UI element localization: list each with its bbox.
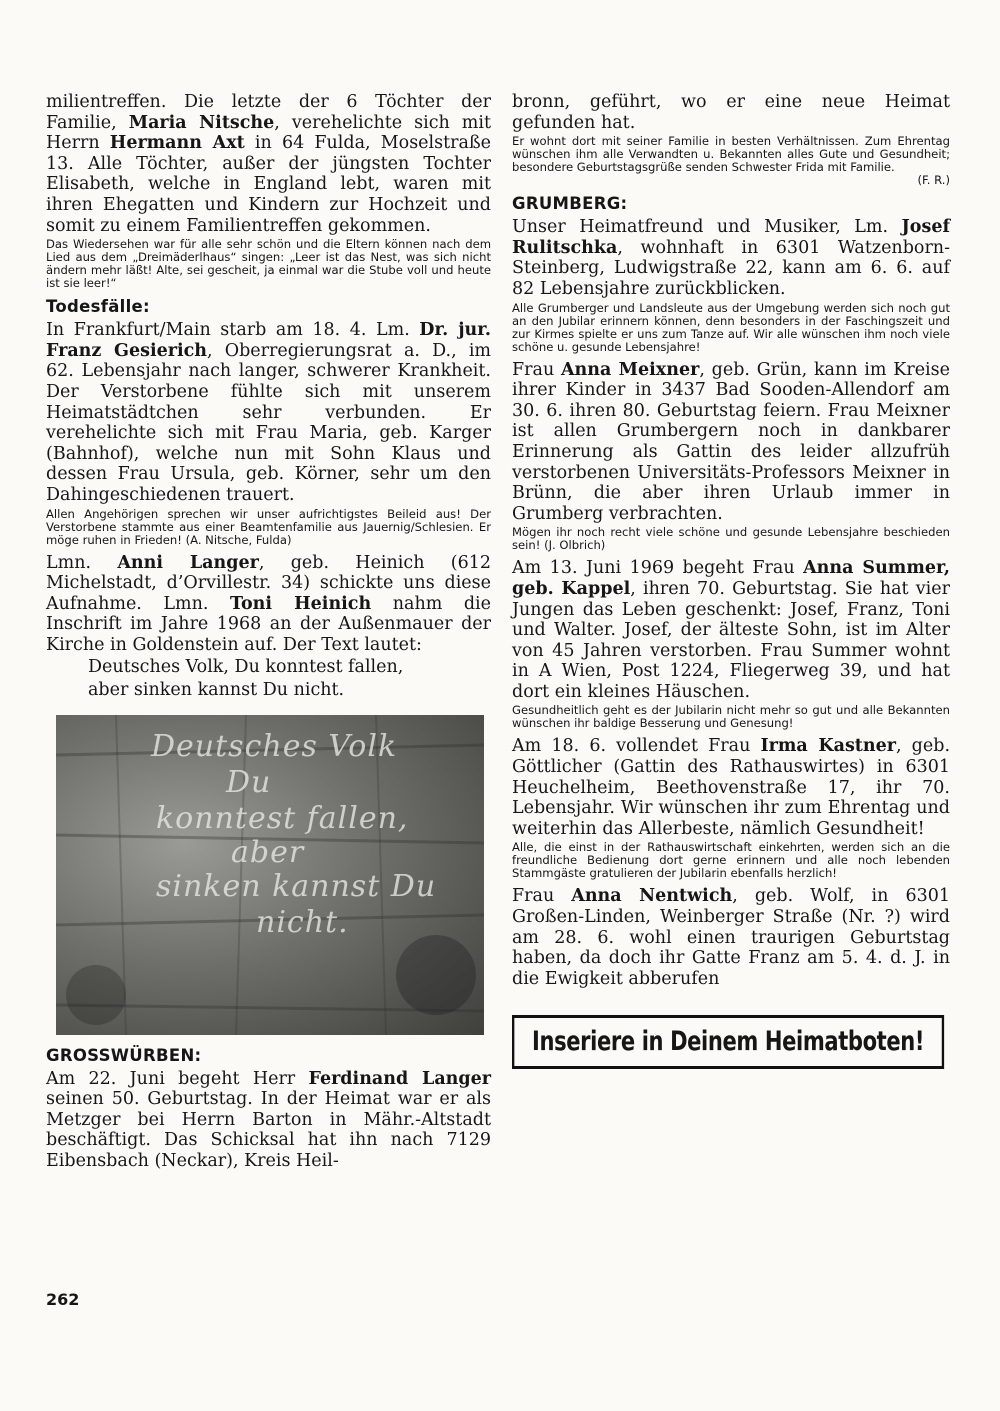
- photo-inscription-line-4: aber: [231, 834, 305, 870]
- heading-todesfaelle: Todesfälle:: [46, 297, 150, 317]
- paragraph-gesierich: In Frankfurt/Main starb am 18. 4. Lm. Dr. jur. Franz Gesierich, Oberregierungsrat a. D., im 62. Lebensjahr nach langer, schwerer Krankheit. Der Verstorbene fühlte sich mit unserem Heimatstädtchen sehr verbunden. Er verehelichte sich mit Frau Maria, geb. Karger (Bahnhof), welche nun mit Sohn Klaus und dessen Frau Ursula, geb. Körner, sehr um den Dahingeschiedenen trauert.: [46, 320, 492, 505]
- paragraph-summer: Am 13. Juni 1969 begeht Frau Anna Summer, geb. Kappel, ihren 70. Geburtstag. Sie hat vier Jungen das Leben geschenkt: Josef, Franz, Toni und Walter. Josef, der älteste Sohn, ist im Alter von 45 Jahren verstorben. Frau Summer wohnt in A Wien, Post 1224, Fliegerweg 39, und hat dort ein kleines Häuschen.: [512, 558, 951, 702]
- paragraph-ferdinand-langer: Am 22. Juni begeht Herr Ferdinand Langer seinen 50. Geburtstag. In der Heimat war er als Metzger bei Herrn Barton in Mähr.-Altstadt beschäftigt. Das Schicksal hat ihn nach 7129 Eibensbach (Neckar), Kreis Heil-: [46, 1068, 491, 1172]
- paragraph-rulitschka: Unser Heimatfreund und Musiker, Lm. Josef Rulitschka, wohnhaft in 6301 Watzenborn-Steinberg, Ludwigstraße 22, kann am 6. 6. auf 82 Lebensjahre zurückblicken.: [512, 217, 950, 299]
- paragraph-meixner: Frau Anna Meixner, geb. Grün, kann im Kreise ihrer Kinder in 3437 Bad Sooden-Allendorf am 30. 6. ihren 80. Geburtstag feiern. Frau Meixner ist allen Grumbergern noch in dankbarer Erinnerung als Gattin des leider allzufrüh verstorbenen Universitäts-Professors Meixner in Brünn, die aber ihren Urlaub immer in Grumberg verbrachten.: [512, 359, 950, 524]
- photo-inscription-line-5: sinken kannst Du: [156, 868, 437, 904]
- inscription-photo: [56, 715, 484, 1035]
- note-familie: Er wohnt dort mit seiner Familie in besten Verhältnissen. Zum Ehrentag wünschen ihm alle Verwandten u. Bekannten alles Gute und Gesundheit; besondere Geburtstagsgrüße senden Schwester Frida mit Familie. (F. R.): [512, 134, 950, 188]
- paragraph-bronn: bronn, geführt, wo er eine neue Heimat gefunden hat.: [512, 92, 950, 133]
- heading-grumberg: GRUMBERG:: [512, 194, 628, 214]
- signature-fr: (F. R.): [917, 173, 950, 188]
- note-dreimaederlhaus: Das Wiedersehen war für alle sehr schön und die Eltern können nach dem Lied aus dem „Dreimäderlhaus“ singen: „Leer ist das Nest, was sich nicht ändern mehr läßt! Alte, sei gescheit, ja einmal war die Stube voll und heute ist sie leer!“: [46, 237, 491, 291]
- note-beileid: Allen Angehörigen sprechen wir unser aufrichtigstes Beileid aus! Der Verstorbene stammte aus einer Beamtenfamilie aus Jauernig/Schlesien. Er möge ruhen in Frieden! (A. Nitsche, Fulda): [46, 506, 491, 547]
- note-olbrich: Mögen ihr noch recht viele schöne und gesunde Lebensjahre beschieden sein! (J. Olbrich): [512, 525, 950, 553]
- note-grumberger: Alle Grumberger und Landsleute aus der Umgebung werden sich noch gut an den Jubilar erinnern können, denn besonders in der Faschingszeit und zur Kirmes spielte er uns zum Tanze auf. Wir alle wünschen ihm noch viele schöne u. gesunde Lebensjahre!: [512, 300, 950, 354]
- note-rathauswirtschaft: Alle, die einst in der Rathauswirtschaft einkehrten, werden sich an die freundliche Bedienung dort gerne erinnern und alle noch lebenden Stammgäste gratulieren der Jubilarin ebenfalls herzlich!: [512, 840, 950, 881]
- note-genesung: Gesundheitlich geht es der Jubilarin nicht mehr so gut und alle Bekannten wünschen ihr baldige Besserung und Genesung!: [512, 703, 950, 731]
- paragraph-nentwich: Frau Anna Nentwich, geb. Wolf, in 6301 Großen-Linden, Weinberger Straße (Nr. ?) wird am 28. 6. wohl einen traurigen Geburtstag haben, da doch ihr Gatte Franz am 5. 4. d. J. in die Ewigkeit abberufen: [512, 886, 950, 989]
- paragraph-langer-photo: Lmn. Anni Langer, geb. Heinich (612 Michelstadt, d’Orvillestr. 34) schickte uns diese Aufnahme. Lmn. Toni Heinich nahm die Inschrift im Jahre 1968 an der Außenmauer der Kirche in Goldenstein auf. Der Text lautet:: [46, 552, 491, 655]
- quote-line-2: aber sinken kannst Du nicht.: [88, 680, 345, 701]
- paragraph-nitsche: milientreffen. Die letzte der 6 Töchter der Familie, Maria Nitsche, verehelichte sich mit Herrn Hermann Axt in 64 Fulda, Moselstraße 13. Alle Töchter, außer der jüngsten Tochter Elisabeth, welche in England lebt, waren mit ihren Ehegatten und Kindern zur Hochzeit und somit zu einem Familientreffen gekommen.: [46, 92, 492, 236]
- advertisement-box: Inseriere in Deinem Heimatboten!: [512, 1015, 944, 1069]
- heading-grosswuerben: GROSSWÜRBEN:: [46, 1045, 202, 1065]
- left-column: [46, 92, 491, 1172]
- photo-inscription-line-1: Deutsches Volk: [151, 728, 398, 764]
- right-column: [512, 92, 950, 1069]
- quote-line-1: Deutsches Volk, Du konntest fallen,: [88, 657, 404, 678]
- photo-inscription-line-6: nicht.: [256, 904, 349, 940]
- page-number: 262: [46, 1290, 80, 1309]
- photo-inscription-line-2: Du: [226, 764, 272, 800]
- photo-inscription-line-3: konntest fallen,: [156, 800, 409, 836]
- paragraph-kastner: Am 18. 6. vollendet Frau Irma Kastner, geb. Göttlicher (Gattin des Rathauswirtes) in 6301 Heuchelheim, Beethovenstraße 17, ihr 70. Lebensjahr. Wir wünschen ihr zum Ehrentag und weiterhin das Allerbeste, nämlich Gesundheit!: [512, 736, 951, 839]
